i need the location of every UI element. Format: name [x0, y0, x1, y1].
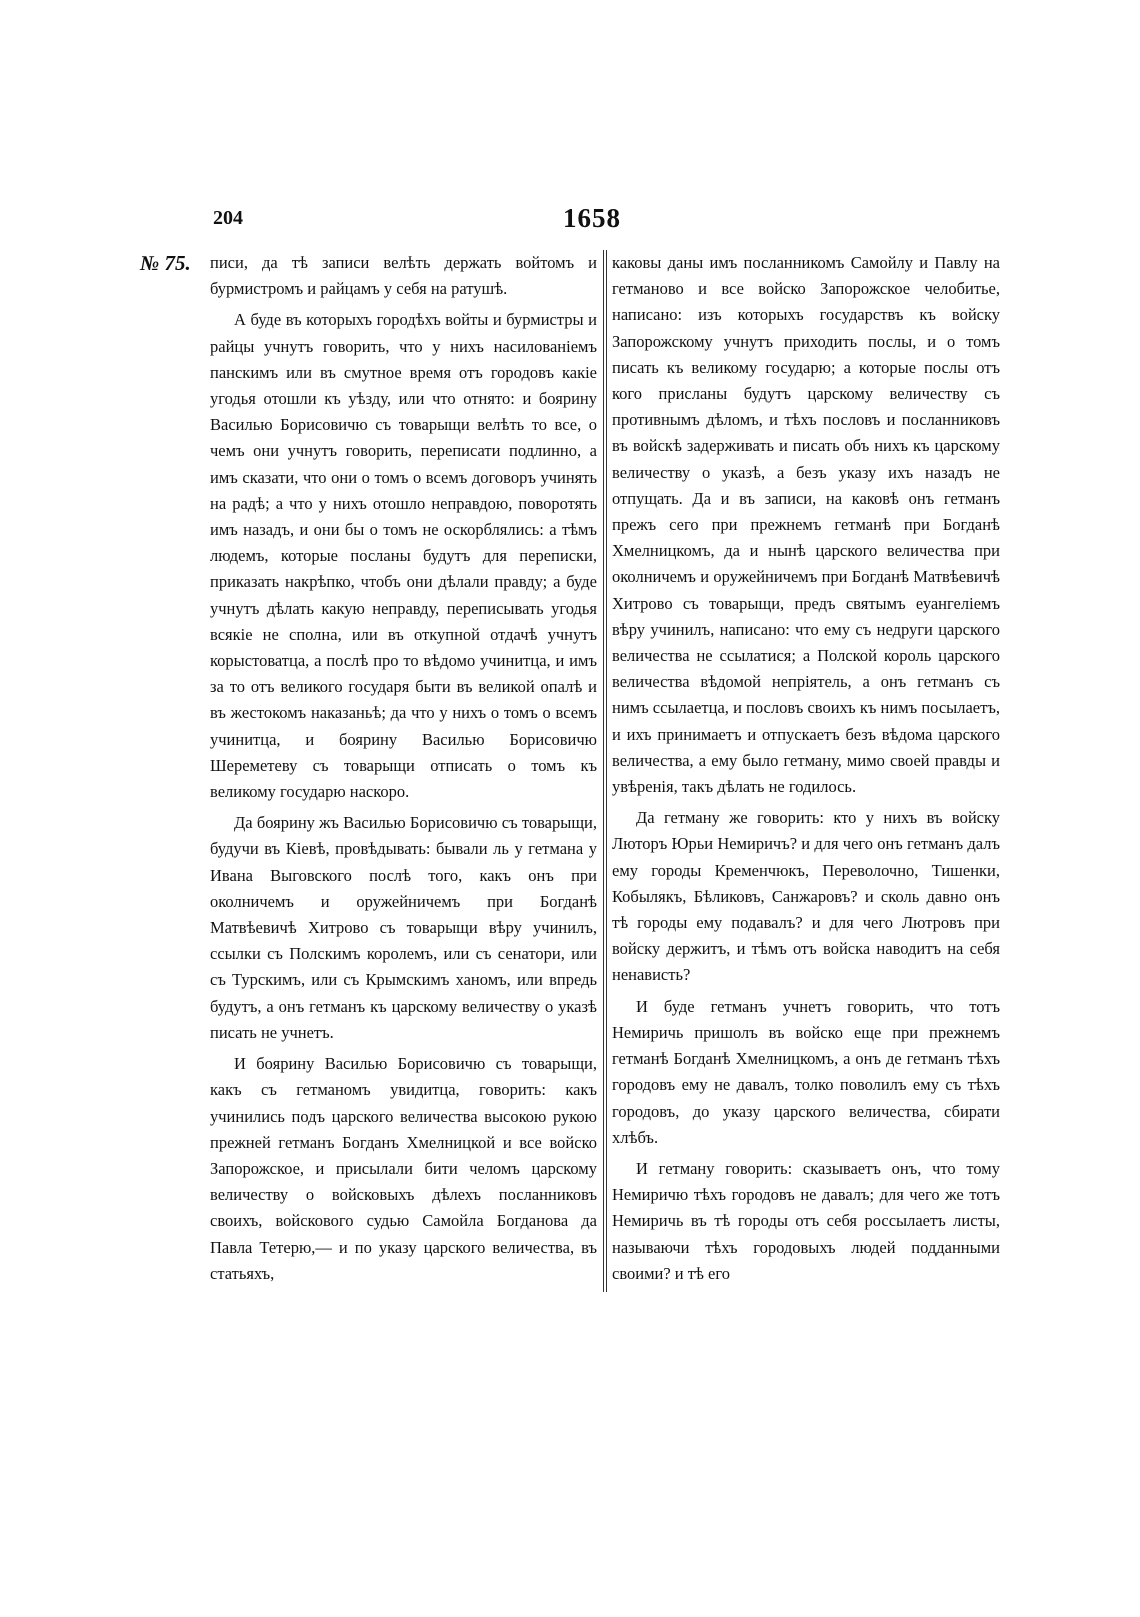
document-number: № 75. [140, 251, 191, 275]
column-divider-line [606, 250, 607, 1292]
right-paragraph-4: И гетману говорить: сказываетъ онъ, что тому Немиричю тѣхъ городовъ не давалъ; для чего же тотъ Немиричь въ тѣ городы отъ себя россылаетъ листы, называючи тѣхъ городовыхъ людей подданными своими? и тѣ его [612, 1158, 1000, 1283]
left-paragraph-3: Да боярину жъ Василью Борисовичю съ товарыщи, будучи въ Кіевѣ, провѣдывать: бывали ль у гетмана у Ивана Выговского послѣ того, какъ онъ при околничемъ и оружейничемъ при Богданѣ Матвѣевичѣ Хитрово съ товарыщи вѣру учинилъ, ссылки съ Полскимъ королемъ, или съ сенатори, или съ Турскимъ, или съ Крымскимъ ханомъ, или впредь будутъ, а онъ гетманъ къ царскому величеству о указѣ писать не учнетъ. [210, 813, 597, 1042]
right-paragraph-2: Да гетману же говорить: кто у нихъ въ войску Люторъ Юрьи Немиричъ? и для чего онъ гетманъ далъ ему городы Кременчюкъ, Переволочно, Тишенки, Кобылякъ, Бѣликовъ, Санжаровъ? и сколь давно онъ тѣ городы ему подавалъ? и для чего Лютровъ при войску держитъ, и тѣмъ отъ войска наводитъ на себя ненависть? [612, 808, 1000, 985]
left-column [210, 250, 597, 1292]
page-year-header: 1658 [563, 203, 621, 233]
right-paragraph-3: И буде гетманъ учнетъ говорить, что тотъ Немиричь пришолъ въ войско еще при прежнемъ гетманѣ Богданѣ Хмелницкомъ, а онъ де гетманъ тѣхъ городовъ ему не давалъ, толко поволилъ ему съ тѣхъ городовъ, до указу царского величества, сбирати хлѣбъ. [612, 996, 1000, 1147]
right-paragraph-1: каковы даны имъ посланникомъ Самойлу и Павлу на гетманово и все войско Запорожское челобитье, написано: изъ которыхъ государствъ къ войску Запорожскому учнутъ приходить послы, и о томъ писать къ великому государю; а которые послы отъ кого присланы будутъ царскому величеству съ противнымъ дѣломъ, и тѣхъ пословъ и посланниковъ въ войскѣ задерживать и писать объ нихъ къ царскому величеству о указѣ, а безъ указу ихъ назадъ не отпущать. Да и въ записи, на каковѣ онъ гетманъ прежъ сего при прежнемъ гетманѣ при Богданѣ Хмелницкомъ, да и нынѣ царского величества при околничемъ и оружейничемъ при Богданѣ Матвѣевичѣ Хитрово съ товарыщи, предъ святымъ еуангеліемъ вѣру учинилъ, написано: что ему съ недруги царского величества не ссылатися; а Полской король царского величества вѣдомой непріятель, а онъ гетманъ съ нимъ ссылаетца, и пословъ своихъ къ нимъ посылаетъ, и ихъ принимаетъ и отпускаетъ безъ вѣдома царского величества, а ему было гетману, мимо своей правды и увѣренія, такъ дѣлать не годилось. [612, 253, 1000, 797]
left-paragraph-1: писи, да тѣ записи велѣть держать войтомъ и бурмистромъ и райцамъ у себя на ратушѣ. [210, 253, 597, 299]
left-paragraph-4: И боярину Василью Борисовичю съ товарыщи, какъ съ гетманомъ увидитца, говорить: какъ учинились подъ царского величества высокою рукою прежней гетманъ Богданъ Хмелницкой и все войско Запорожское, и присылали бити челомъ царскому величеству о войсковыхъ дѣлехъ посланниковъ своихъ, войскового судью Самойла Богданова да Павла Тетерю,— и по указу царского величества, въ статьяхъ, [210, 1054, 597, 1283]
left-paragraph-2: А буде въ которыхъ городѣхъ войты и бурмистры и райцы учнутъ говорить, что у нихъ насилованіемъ панскимъ или въ смутное время отъ городовъ какіе угодья отошли къ уѣзду, или что отнято: и боярину Василью Борисовичю съ товарыщи велѣть то все, о чемъ они учнутъ говорить, переписати подлинно, а имъ сказати, что они о томъ о всемъ договоръ учинять на радѣ; а что у нихъ отошло неправдою, поворотять имъ назадъ, и они бы о томъ не оскорблялись: а тѣмъ людемъ, которые посланы будутъ для переписки, приказать накрѣпко, чтобъ они дѣлали правду; а буде учнутъ дѣлать какую неправду, переписывать угодья всякіе не сполна, или въ откупной отдачѣ учнутъ корыстоватца, а послѣ про то вѣдомо учинитца, и имъ за то отъ великого государя быти въ великой опалѣ и въ жестокомъ наказаньѣ; да что у нихъ о томъ о всемъ учинитца, и боярину Василью Борисовичю Шереметеву съ товарыщи отписать о томъ къ великому государю наскоро. [210, 310, 597, 802]
column-divider-line [603, 250, 604, 1292]
page-number: 204 [213, 207, 243, 229]
right-column [612, 250, 1000, 1292]
